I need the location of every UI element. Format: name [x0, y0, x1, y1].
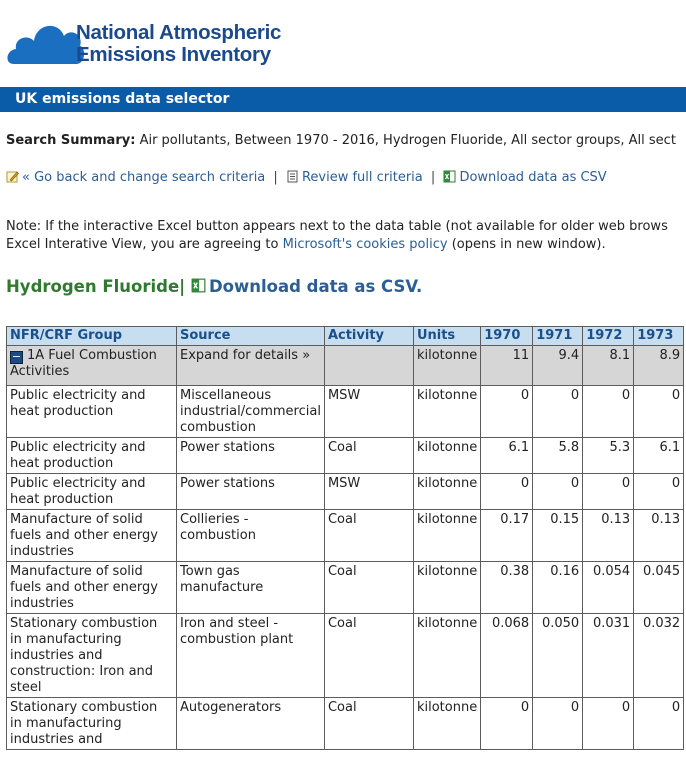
back-link[interactable]: « Go back and change search criteria	[22, 170, 266, 185]
link-separator: |	[273, 170, 278, 185]
source-cell: Power stations	[177, 474, 325, 510]
search-summary-text: Air pollutants, Between 1970 - 2016, Hydrogen Fluoride, All sector groups, All sect	[139, 133, 676, 148]
table-header-row	[7, 327, 684, 346]
value-cell: 0	[634, 474, 684, 510]
group-cell: Stationary combustion in manufacturing industries and	[7, 698, 177, 750]
units-cell: kilotonne	[413, 438, 480, 474]
table-row	[7, 614, 684, 698]
value-cell: 5.3	[583, 438, 634, 474]
source-cell: Autogenerators	[177, 698, 325, 750]
group-cell: Public electricity and heat production	[7, 474, 177, 510]
value-cell: 0.031	[583, 614, 634, 698]
column-header[interactable]: 1973	[634, 327, 684, 346]
page-title: UK emissions data selector	[15, 91, 230, 107]
expand-details-link[interactable]: Expand for details »	[180, 348, 311, 363]
value-cell: 0.17	[481, 510, 533, 562]
column-header[interactable]: Units	[413, 327, 480, 346]
document-icon	[286, 170, 299, 183]
download-csv-link[interactable]: Download data as CSV	[459, 170, 607, 185]
excel-icon	[443, 170, 456, 183]
units-cell: kilotonne	[413, 614, 480, 698]
value-cell: 0.032	[634, 614, 684, 698]
column-header[interactable]: NFR/CRF Group	[7, 327, 177, 346]
review-criteria-link[interactable]: Review full criteria	[301, 170, 423, 185]
column-header[interactable]: 1970	[481, 327, 533, 346]
search-summary-label: Search Summary:	[6, 133, 136, 148]
pollutant-separator: |	[179, 277, 186, 296]
value-cell: 9.4	[533, 346, 583, 386]
brand-line-2: Emissions Inventory	[76, 43, 271, 66]
group-cell: Public electricity and heat production	[7, 386, 177, 438]
value-cell: 0	[583, 474, 634, 510]
value-cell: 5.8	[533, 438, 583, 474]
brand-line-1: National Atmospheric	[76, 21, 282, 44]
value-cell: 8.1	[583, 346, 634, 386]
value-cell: 0	[533, 698, 583, 750]
value-cell: 0.054	[583, 562, 634, 614]
value-cell: 0	[481, 386, 533, 438]
activity-cell	[324, 346, 413, 386]
units-cell: kilotonne	[413, 474, 480, 510]
note-line-2	[6, 236, 686, 254]
note-line-2-suffix: (opens in new window).	[447, 237, 606, 252]
value-cell: 0.13	[583, 510, 634, 562]
value-cell: 6.1	[481, 438, 533, 474]
group-row[interactable]	[7, 346, 684, 386]
column-header[interactable]: Activity	[324, 327, 413, 346]
group-cell: Manufacture of solid fuels and other energy industries	[7, 562, 177, 614]
table-row	[7, 510, 684, 562]
value-cell: 0.13	[634, 510, 684, 562]
activity-cell: MSW	[324, 474, 413, 510]
value-cell: 0.15	[533, 510, 583, 562]
table-row	[7, 698, 684, 750]
source-cell: Town gas manufacture	[177, 562, 325, 614]
activity-cell: MSW	[324, 386, 413, 438]
value-cell: 0	[583, 386, 634, 438]
group-cell: Public electricity and heat production	[7, 438, 177, 474]
units-cell: kilotonne	[413, 562, 480, 614]
value-cell: 6.1	[634, 438, 684, 474]
value-cell: 0.16	[533, 562, 583, 614]
value-cell: 0	[481, 698, 533, 750]
group-cell: Stationary combustion in manufacturing industries and construction: Iron and steel	[7, 614, 177, 698]
note-line-1: Note: If the interactive Excel button appears next to the data table (not available for older web brows	[6, 219, 668, 234]
value-cell: 0	[634, 698, 684, 750]
action-links	[6, 170, 607, 185]
units-cell: kilotonne	[413, 346, 480, 386]
value-cell: 0.050	[533, 614, 583, 698]
units-cell: kilotonne	[413, 698, 480, 750]
column-header[interactable]: Source	[177, 327, 325, 346]
expand-details-cell	[177, 346, 325, 386]
activity-cell: Coal	[324, 510, 413, 562]
value-cell: 0.38	[481, 562, 533, 614]
excel-icon	[191, 278, 206, 293]
table-row	[7, 562, 684, 614]
activity-cell: Coal	[324, 438, 413, 474]
emissions-table	[6, 326, 684, 750]
source-cell: Miscellaneous industrial/commercial combustion	[177, 386, 325, 438]
value-cell: 0	[533, 474, 583, 510]
note-line-2-prefix: Excel Interative View, you are agreeing to	[6, 237, 283, 252]
source-cell: Iron and steel - combustion plant	[177, 614, 325, 698]
table-row	[7, 438, 684, 474]
table-row	[7, 386, 684, 438]
pollutant-download-csv-link[interactable]: Download data as CSV.	[208, 277, 423, 296]
column-header[interactable]: 1971	[533, 327, 583, 346]
group-cell	[7, 346, 177, 386]
source-cell: Collieries - combustion	[177, 510, 325, 562]
units-cell: kilotonne	[413, 386, 480, 438]
activity-cell: Coal	[324, 698, 413, 750]
units-cell: kilotonne	[413, 510, 480, 562]
value-cell: 0.045	[634, 562, 684, 614]
pollutant-heading	[6, 277, 422, 296]
activity-cell: Coal	[324, 614, 413, 698]
table-row	[7, 474, 684, 510]
edit-icon	[6, 170, 19, 183]
value-cell: 0	[481, 474, 533, 510]
value-cell: 0	[583, 698, 634, 750]
group-cell: Manufacture of solid fuels and other energy industries	[7, 510, 177, 562]
activity-cell: Coal	[324, 562, 413, 614]
brand-name	[76, 22, 281, 66]
value-cell: 0	[533, 386, 583, 438]
pollutant-name: Hydrogen Fluoride	[6, 277, 180, 296]
value-cell: 11	[481, 346, 533, 386]
collapse-icon[interactable]: −	[11, 350, 22, 363]
column-header[interactable]: 1972	[583, 327, 634, 346]
excel-note	[6, 218, 686, 254]
value-cell: 0	[634, 386, 684, 438]
source-cell: Power stations	[177, 438, 325, 474]
value-cell: 8.9	[634, 346, 684, 386]
search-summary	[6, 133, 676, 148]
group-name: 1A Fuel Combustion Activities	[10, 348, 157, 379]
page-title-bar	[0, 87, 686, 112]
link-separator: |	[430, 170, 436, 185]
value-cell: 0.068	[481, 614, 533, 698]
cookies-policy-link[interactable]: Microsoft's cookies policy	[282, 237, 448, 252]
